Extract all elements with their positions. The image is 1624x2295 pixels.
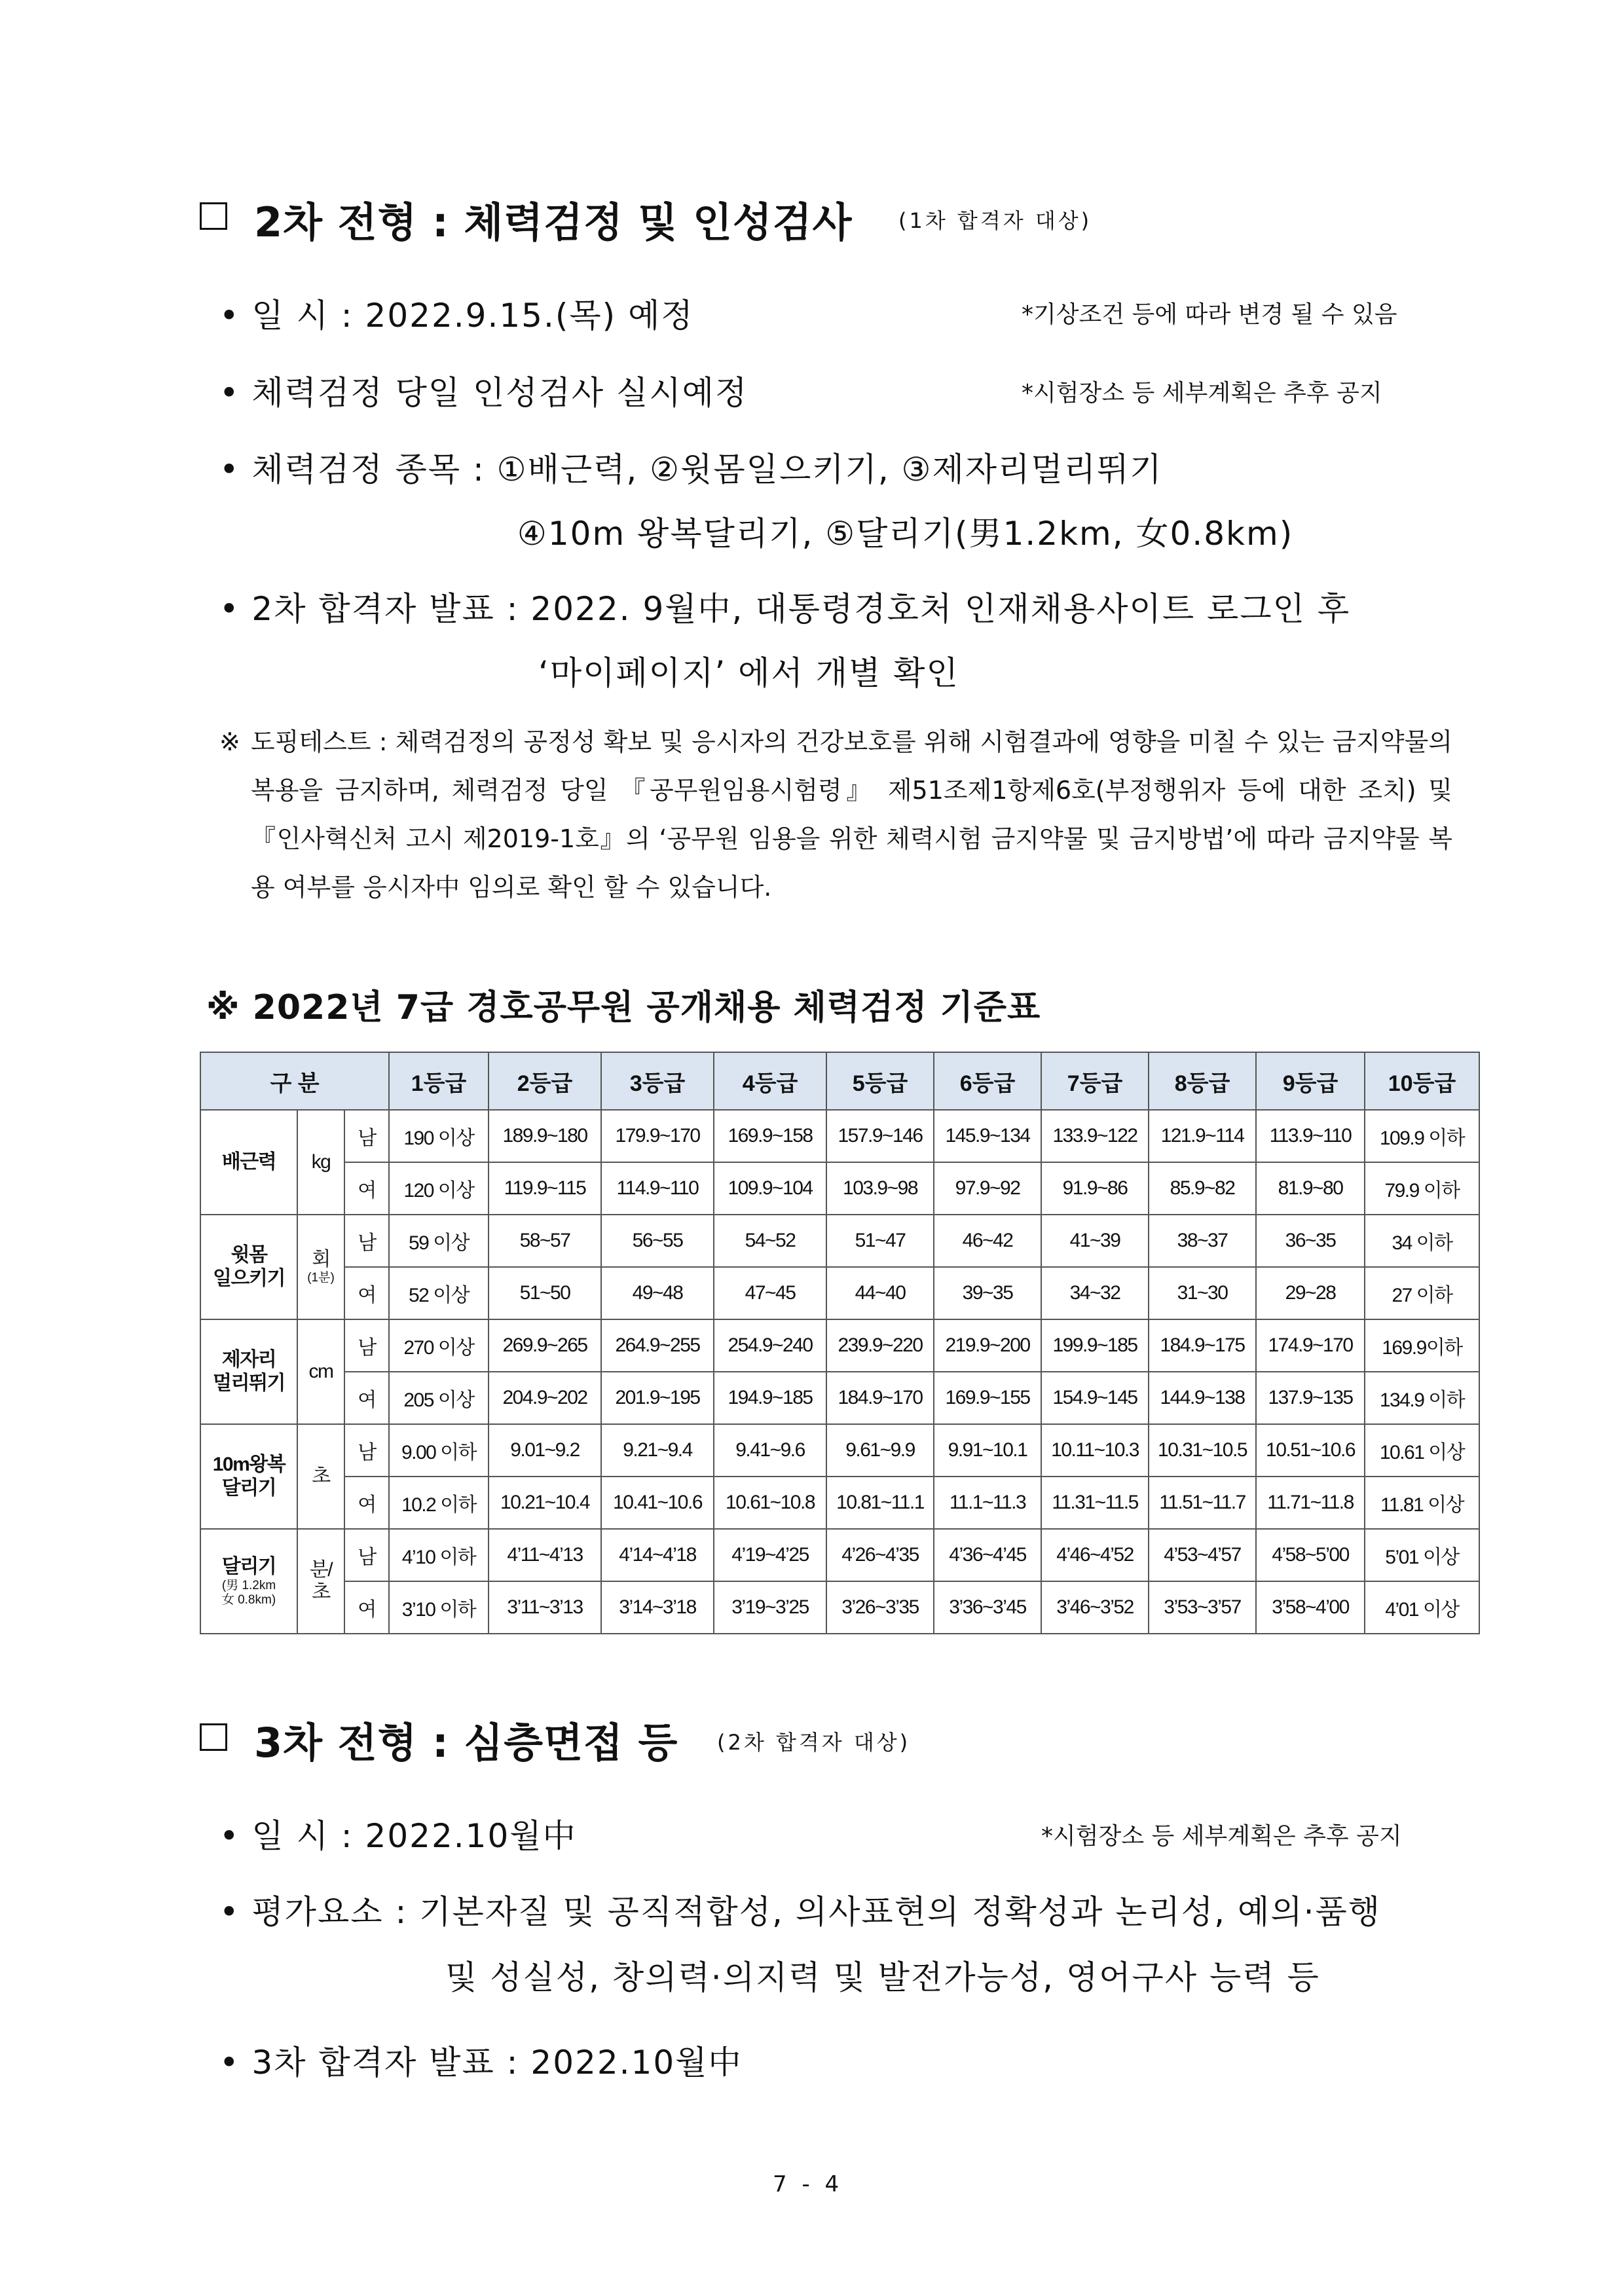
section3-title: 3차 전형 : 심층면접 등 <box>254 1719 678 1767</box>
grade-value-cell: 113.9~110 <box>1256 1110 1365 1162</box>
grade-value-cell: 270 이상 <box>389 1319 489 1372</box>
grade-value-cell: 134.9 이하 <box>1365 1372 1479 1424</box>
grade-value-cell: 27 이하 <box>1365 1267 1479 1319</box>
header-grade: 4등급 <box>714 1052 826 1110</box>
section2-announcement: • 2차 합격자 발표 : 2022. 9월中, 대통령경호처 인재채용사이트 로그인 후 <box>219 590 1351 628</box>
page-number: 7 - 4 <box>773 2171 843 2197</box>
grade-value-cell: 157.9~146 <box>826 1110 934 1162</box>
section2-date: • 일 시 : 2022.9.15.(목) 예정 <box>219 297 694 335</box>
section-checkbox-icon <box>200 1723 227 1751</box>
grade-value-cell: 39~35 <box>934 1267 1041 1319</box>
grade-value-cell: 5’01 이상 <box>1365 1529 1479 1581</box>
section2-title: 2차 전형 : 체력검정 및 인성검사 <box>254 198 853 246</box>
fitness-table-title: ※ 2022년 7급 경호공무원 공개채용 체력검정 기준표 <box>206 988 1041 1027</box>
grade-value-cell: 56~55 <box>601 1215 714 1267</box>
grade-value-cell: 34 이하 <box>1365 1215 1479 1267</box>
grade-value-cell: 4’01 이상 <box>1365 1581 1479 1634</box>
section3-venue-note: *시험장소 등 세부계획은 추후 공지 <box>1041 1823 1402 1850</box>
grade-value-cell: 3’10 이하 <box>389 1581 489 1634</box>
table-row <box>200 1267 1479 1319</box>
event-unit-label: 초 <box>312 1465 330 1487</box>
table-header-row <box>200 1052 1479 1110</box>
grade-value-cell: 9.01~9.2 <box>489 1424 601 1477</box>
grade-value-cell: 4’53~4’57 <box>1149 1529 1256 1581</box>
grade-value-cell: 9.21~9.4 <box>601 1424 714 1477</box>
grade-value-cell: 254.9~240 <box>714 1319 826 1372</box>
event-unit-label: 회 <box>312 1249 330 1270</box>
table-row <box>200 1372 1479 1424</box>
grade-value-cell: 51~50 <box>489 1267 601 1319</box>
section3-target-note: (2차 합격자 대상) <box>717 1730 911 1755</box>
grade-value-cell: 4’14~4’18 <box>601 1529 714 1581</box>
header-grade: 7등급 <box>1041 1052 1149 1110</box>
event-unit <box>297 1319 344 1424</box>
grade-value-cell: 114.9~110 <box>601 1162 714 1215</box>
grade-value-cell: 3’46~3’52 <box>1041 1581 1149 1634</box>
grade-value-cell: 179.9~170 <box>601 1110 714 1162</box>
header-category: 구 분 <box>200 1052 389 1110</box>
header-grade: 6등급 <box>934 1052 1041 1110</box>
header-grade: 8등급 <box>1149 1052 1256 1110</box>
grade-value-cell: 119.9~115 <box>489 1162 601 1215</box>
section3-evaluation-cont: 및 성실성, 창의력·의지력 및 발전가능성, 영어구사 능력 등 <box>445 1958 1320 1996</box>
section2-personality-test: • 체력검정 당일 인성검사 실시예정 <box>219 374 748 412</box>
grade-value-cell: 41~39 <box>1041 1215 1149 1267</box>
grade-value-cell: 11.71~11.8 <box>1256 1477 1365 1529</box>
event-name <box>200 1529 297 1634</box>
grade-value-cell: 3’14~3’18 <box>601 1581 714 1634</box>
section3-announcement: • 3차 합격자 발표 : 2022.10월中 <box>219 2044 743 2082</box>
header-grade: 2등급 <box>489 1052 601 1110</box>
grade-value-cell: 11.51~11.7 <box>1149 1477 1256 1529</box>
grade-value-cell: 154.9~145 <box>1041 1372 1149 1424</box>
grade-value-cell: 49~48 <box>601 1267 714 1319</box>
table-row <box>200 1529 1479 1581</box>
grade-value-cell: 3’36~3’45 <box>934 1581 1041 1634</box>
grade-value-cell: 4’11~4’13 <box>489 1529 601 1581</box>
sex-label: 여 <box>344 1477 389 1529</box>
sex-label: 남 <box>344 1215 389 1267</box>
event-unit-label: 분/ 초 <box>309 1559 333 1603</box>
event-name <box>200 1424 297 1529</box>
sex-label: 여 <box>344 1267 389 1319</box>
event-unit-label: cm <box>308 1361 333 1382</box>
grade-value-cell: 10.81~11.1 <box>826 1477 934 1529</box>
grade-value-cell: 4’19~4’25 <box>714 1529 826 1581</box>
section2-venue-note: *시험장소 등 세부계획은 추후 공지 <box>1022 380 1382 407</box>
grade-value-cell: 190 이상 <box>389 1110 489 1162</box>
table-row <box>200 1215 1479 1267</box>
section2-events-cont: ④10m 왕복달리기, ⑤달리기(男1.2km, 女0.8km) <box>517 515 1294 553</box>
grade-value-cell: 3’11~3’13 <box>489 1581 601 1634</box>
grade-value-cell: 10.21~10.4 <box>489 1477 601 1529</box>
fitness-standard-table <box>200 1052 1480 1634</box>
grade-value-cell: 9.41~9.6 <box>714 1424 826 1477</box>
grade-value-cell: 133.9~122 <box>1041 1110 1149 1162</box>
section2-date-note: *기상조건 등에 따라 변경 될 수 있음 <box>1022 301 1397 328</box>
event-name <box>200 1215 297 1319</box>
grade-value-cell: 109.9~104 <box>714 1162 826 1215</box>
grade-value-cell: 145.9~134 <box>934 1110 1041 1162</box>
grade-value-cell: 4’46~4’52 <box>1041 1529 1149 1581</box>
grade-value-cell: 31~30 <box>1149 1267 1256 1319</box>
sex-label: 남 <box>344 1529 389 1581</box>
section2-events: • 체력검정 종목 : ①배근력, ②윗몸일으키기, ③제자리멀리뛰기 <box>219 450 1163 488</box>
grade-value-cell: 44~40 <box>826 1267 934 1319</box>
doping-mark: ※ <box>219 727 240 756</box>
event-unit-label: kg <box>311 1151 331 1173</box>
sex-label: 여 <box>344 1162 389 1215</box>
grade-value-cell: 269.9~265 <box>489 1319 601 1372</box>
table-row <box>200 1424 1479 1477</box>
grade-value-cell: 169.9~158 <box>714 1110 826 1162</box>
event-unit <box>297 1529 344 1634</box>
header-grade: 10등급 <box>1365 1052 1479 1110</box>
sex-label: 남 <box>344 1424 389 1477</box>
event-name-label: 윗몸 일으키기 <box>213 1244 285 1289</box>
event-unit-note: (1분) <box>307 1271 335 1285</box>
section3-date: • 일 시 : 2022.10월中 <box>219 1817 577 1855</box>
grade-value-cell: 4’58~5’00 <box>1256 1529 1365 1581</box>
grade-value-cell: 85.9~82 <box>1149 1162 1256 1215</box>
sex-label: 남 <box>344 1110 389 1162</box>
grade-value-cell: 219.9~200 <box>934 1319 1041 1372</box>
sex-label: 남 <box>344 1319 389 1372</box>
header-grade: 9등급 <box>1256 1052 1365 1110</box>
event-name-label: 배근력 <box>221 1151 276 1173</box>
grade-value-cell: 4’36~4’45 <box>934 1529 1041 1581</box>
table-row <box>200 1477 1479 1529</box>
doping-test-notice: 도핑테스트 : 체력검정의 공정성 확보 및 응시자의 건강보호를 위해 시험결과에 영향을 미칠 수 있는 금지약물의 복용을 금지하며, 체력검정 당일 『공무원임용시험령』 제51조제1항제6호(부정행위자 등에 대한 조치) 및 『인사혁신처 고시 제2019-1호』의 ‘공무원 임용을 위한 체력시험 금지약물 및 금지방법’에 따라 금지약물 복용 여부를 응시자中 임의로 확인 할 수 있습니다. <box>251 727 1452 902</box>
grade-value-cell: 97.9~92 <box>934 1162 1041 1215</box>
grade-value-cell: 9.61~9.9 <box>826 1424 934 1477</box>
grade-value-cell: 120 이상 <box>389 1162 489 1215</box>
section2-target-note: (1차 합격자 대상) <box>898 208 1092 233</box>
grade-value-cell: 169.9이하 <box>1365 1319 1479 1372</box>
grade-value-cell: 199.9~185 <box>1041 1319 1149 1372</box>
grade-value-cell: 137.9~135 <box>1256 1372 1365 1424</box>
header-grade: 1등급 <box>389 1052 489 1110</box>
event-name <box>200 1319 297 1424</box>
header-grade: 5등급 <box>826 1052 934 1110</box>
grade-value-cell: 81.9~80 <box>1256 1162 1365 1215</box>
event-name-label: 달리기 <box>221 1556 276 1577</box>
grade-value-cell: 194.9~185 <box>714 1372 826 1424</box>
grade-value-cell: 169.9~155 <box>934 1372 1041 1424</box>
grade-value-cell: 10.61 이상 <box>1365 1424 1479 1477</box>
event-name-label: 제자리 멀리뛰기 <box>213 1349 285 1394</box>
grade-value-cell: 9.00 이하 <box>389 1424 489 1477</box>
grade-value-cell: 9.91~10.1 <box>934 1424 1041 1477</box>
section2-announcement-cont: ‘마이페이지’ 에서 개별 확인 <box>538 654 959 692</box>
grade-value-cell: 184.9~170 <box>826 1372 934 1424</box>
grade-value-cell: 189.9~180 <box>489 1110 601 1162</box>
event-unit <box>297 1110 344 1215</box>
table-row <box>200 1319 1479 1372</box>
grade-value-cell: 10.51~10.6 <box>1256 1424 1365 1477</box>
grade-value-cell: 121.9~114 <box>1149 1110 1256 1162</box>
grade-value-cell: 10.2 이하 <box>389 1477 489 1529</box>
grade-value-cell: 205 이상 <box>389 1372 489 1424</box>
grade-value-cell: 3’53~3’57 <box>1149 1581 1256 1634</box>
grade-value-cell: 79.9 이하 <box>1365 1162 1479 1215</box>
grade-value-cell: 10.31~10.5 <box>1149 1424 1256 1477</box>
grade-value-cell: 239.9~220 <box>826 1319 934 1372</box>
grade-value-cell: 4’26~4’35 <box>826 1529 934 1581</box>
grade-value-cell: 11.81 이상 <box>1365 1477 1479 1529</box>
grade-value-cell: 109.9 이하 <box>1365 1110 1479 1162</box>
event-distance-note: (男 1.2km 女 0.8km) <box>221 1579 276 1607</box>
grade-value-cell: 103.9~98 <box>826 1162 934 1215</box>
grade-value-cell: 10.61~10.8 <box>714 1477 826 1529</box>
grade-value-cell: 204.9~202 <box>489 1372 601 1424</box>
grade-value-cell: 54~52 <box>714 1215 826 1267</box>
grade-value-cell: 3’26~3’35 <box>826 1581 934 1634</box>
section-checkbox-icon <box>200 202 227 230</box>
table-row <box>200 1162 1479 1215</box>
event-name <box>200 1110 297 1215</box>
grade-value-cell: 3’19~3’25 <box>714 1581 826 1634</box>
grade-value-cell: 144.9~138 <box>1149 1372 1256 1424</box>
grade-value-cell: 46~42 <box>934 1215 1041 1267</box>
section3-evaluation: • 평가요소 : 기본자질 및 공직적합성, 의사표현의 정확성과 논리성, 예의·품행 <box>219 1893 1382 1931</box>
sex-label: 여 <box>344 1581 389 1634</box>
grade-value-cell: 10.11~10.3 <box>1041 1424 1149 1477</box>
event-unit <box>297 1424 344 1529</box>
header-grade: 3등급 <box>601 1052 714 1110</box>
table-row <box>200 1110 1479 1162</box>
grade-value-cell: 11.31~11.5 <box>1041 1477 1149 1529</box>
grade-value-cell: 3’58~4’00 <box>1256 1581 1365 1634</box>
grade-value-cell: 29~28 <box>1256 1267 1365 1319</box>
grade-value-cell: 201.9~195 <box>601 1372 714 1424</box>
event-unit <box>297 1215 344 1319</box>
grade-value-cell: 91.9~86 <box>1041 1162 1149 1215</box>
grade-value-cell: 4’10 이하 <box>389 1529 489 1581</box>
grade-value-cell: 184.9~175 <box>1149 1319 1256 1372</box>
grade-value-cell: 58~57 <box>489 1215 601 1267</box>
grade-value-cell: 10.41~10.6 <box>601 1477 714 1529</box>
grade-value-cell: 36~35 <box>1256 1215 1365 1267</box>
grade-value-cell: 52 이상 <box>389 1267 489 1319</box>
grade-value-cell: 174.9~170 <box>1256 1319 1365 1372</box>
grade-value-cell: 51~47 <box>826 1215 934 1267</box>
sex-label: 여 <box>344 1372 389 1424</box>
grade-value-cell: 59 이상 <box>389 1215 489 1267</box>
event-name-label: 10m왕복 달리기 <box>212 1454 286 1499</box>
grade-value-cell: 38~37 <box>1149 1215 1256 1267</box>
grade-value-cell: 47~45 <box>714 1267 826 1319</box>
grade-value-cell: 11.1~11.3 <box>934 1477 1041 1529</box>
grade-value-cell: 264.9~255 <box>601 1319 714 1372</box>
table-row <box>200 1581 1479 1634</box>
grade-value-cell: 34~32 <box>1041 1267 1149 1319</box>
